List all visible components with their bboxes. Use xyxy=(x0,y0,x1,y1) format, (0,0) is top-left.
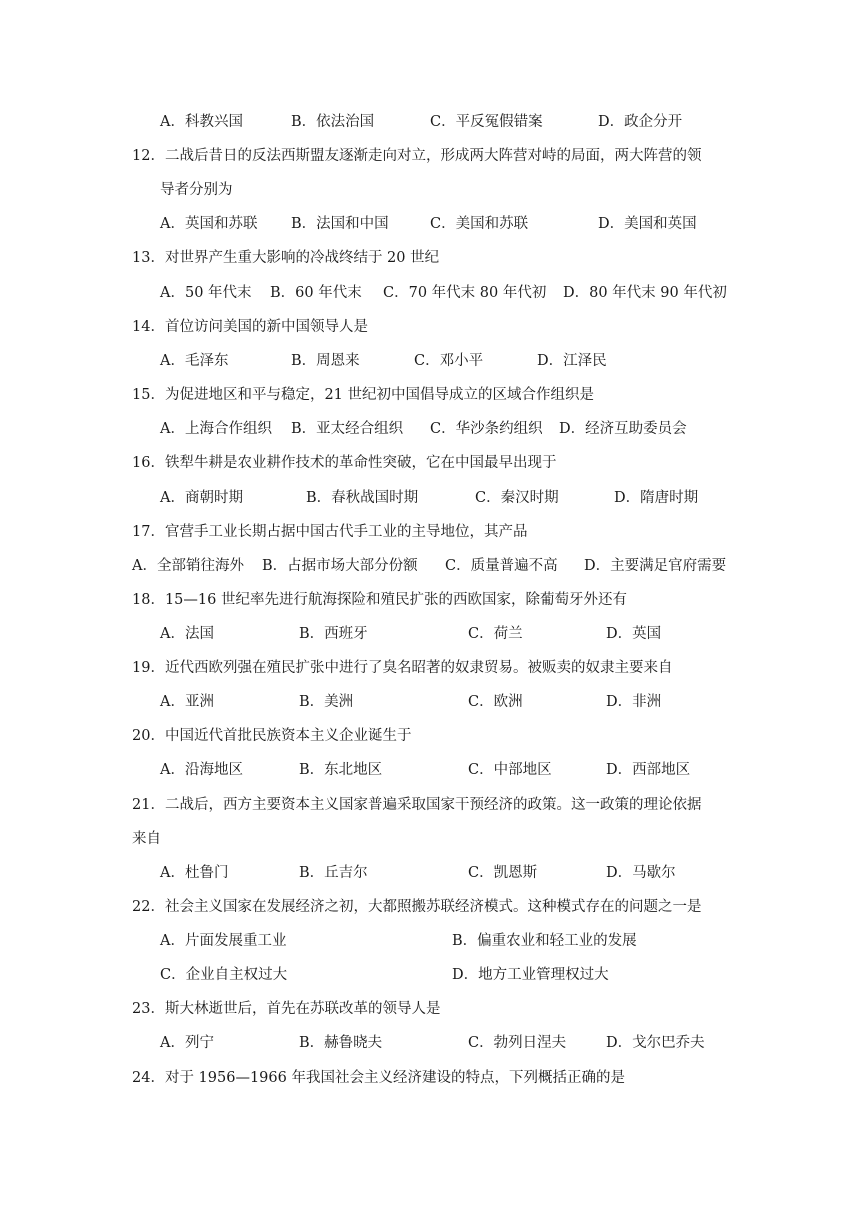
q21-option-c: C．凯恩斯 xyxy=(468,865,538,881)
q11-option-c: C．平反冤假错案 xyxy=(430,114,543,130)
q19-option-c: C．欧洲 xyxy=(468,694,523,710)
q21-option-a: A．杜鲁门 xyxy=(160,865,229,881)
q21-option-d: D．马歇尔 xyxy=(606,865,676,881)
q17-option-a: A．全部销往海外 xyxy=(132,558,244,574)
q23-option-c: C．勃列日涅夫 xyxy=(468,1035,567,1051)
q23-option-d: D．戈尔巴乔夫 xyxy=(606,1035,705,1051)
q23-stem: 23．斯大林逝世后，首先在苏联改革的领导人是 xyxy=(132,1001,441,1017)
q20-option-c: C．中部地区 xyxy=(468,762,552,778)
q15-option-a: A．上海合作组织 xyxy=(160,421,272,437)
q16-option-b: B．春秋战国时期 xyxy=(306,490,419,506)
q21-stem-line2: 来自 xyxy=(132,831,161,847)
q19-option-d: D．非洲 xyxy=(606,694,662,710)
q19-option-b: B．美洲 xyxy=(299,694,354,710)
q23-option-a: A．列宁 xyxy=(160,1035,214,1051)
q12-option-d: D．美国和英国 xyxy=(598,216,697,232)
q15-option-d: D．经济互助委员会 xyxy=(559,421,687,437)
q22-option-a: A．片面发展重工业 xyxy=(160,933,287,949)
q15-option-b: B．亚太经合组织 xyxy=(291,421,404,437)
q14-option-b: B．周恩来 xyxy=(291,353,360,369)
q13-option-a: A．50 年代末 xyxy=(160,285,252,301)
q14-stem: 14．首位访问美国的新中国领导人是 xyxy=(132,319,368,335)
q14-option-c: C．邓小平 xyxy=(414,353,484,369)
q13-option-c: C．70 年代末 80 年代初 xyxy=(383,285,547,301)
q15-option-c: C．华沙条约组织 xyxy=(430,421,543,437)
q17-option-c: C．质量普遍不高 xyxy=(445,558,558,574)
q11-option-a: A．科教兴国 xyxy=(160,114,243,130)
q12-stem-line2: 导者分别为 xyxy=(160,182,233,198)
q20-stem: 20．中国近代首批民族资本主义企业诞生于 xyxy=(132,728,412,744)
q14-option-a: A．毛泽东 xyxy=(160,353,229,369)
q11-option-b: B．依法治国 xyxy=(291,114,375,130)
q15-stem: 15．为促进地区和平与稳定，21 世纪初中国倡导成立的区域合作组织是 xyxy=(132,387,595,403)
q24-stem: 24．对于 1956—1966 年我国社会主义经济建设的特点，下列概括正确的是 xyxy=(132,1070,625,1086)
q20-option-b: B．东北地区 xyxy=(299,762,383,778)
q13-option-d: D．80 年代末 90 年代初 xyxy=(563,285,727,301)
q19-option-a: A．亚洲 xyxy=(160,694,214,710)
q21-stem-line1: 21．二战后，西方主要资本主义国家普遍采取国家干预经济的政策。这一政策的理论依据 xyxy=(132,797,702,813)
q20-option-a: A．沿海地区 xyxy=(160,762,243,778)
q18-option-b: B．西班牙 xyxy=(299,626,368,642)
q12-option-b: B．法国和中国 xyxy=(291,216,389,232)
q16-option-d: D．隋唐时期 xyxy=(614,490,699,506)
q16-option-c: C．秦汉时期 xyxy=(475,490,559,506)
q22-option-d: D．地方工业管理权过大 xyxy=(452,967,609,983)
q22-stem: 22．社会主义国家在发展经济之初，大都照搬苏联经济模式。这种模式存在的问题之一是 xyxy=(132,899,702,915)
q17-stem: 17．官营手工业长期占据中国古代手工业的主导地位，其产品 xyxy=(132,524,528,540)
q16-stem: 16．铁犁牛耕是农业耕作技术的革命性突破，它在中国最早出现于 xyxy=(132,455,557,471)
q18-option-c: C．荷兰 xyxy=(468,626,523,642)
q18-option-d: D．英国 xyxy=(606,626,662,642)
q17-option-d: D．主要满足官府需要 xyxy=(584,558,727,574)
q16-option-a: A．商朝时期 xyxy=(160,490,243,506)
q20-option-d: D．西部地区 xyxy=(606,762,691,778)
q17-option-b: B．占据市场大部分份额 xyxy=(262,558,418,574)
q23-option-b: B．赫鲁晓夫 xyxy=(299,1035,383,1051)
q13-option-b: B．60 年代末 xyxy=(270,285,362,301)
q13-stem: 13．对世界产生重大影响的冷战终结于 20 世纪 xyxy=(132,250,440,266)
q19-stem: 19．近代西欧列强在殖民扩张中进行了臭名昭著的奴隶贸易。被贩卖的奴隶主要来自 xyxy=(132,660,673,676)
q22-option-c: C．企业自主权过大 xyxy=(160,967,288,983)
q12-stem-line1: 12．二战后昔日的反法西斯盟友逐渐走向对立，形成两大阵营对峙的局面，两大阵营的领 xyxy=(132,148,702,164)
q21-option-b: B．丘吉尔 xyxy=(299,865,368,881)
q11-option-d: D．政企分开 xyxy=(598,114,683,130)
q12-option-c: C．美国和苏联 xyxy=(430,216,529,232)
q18-stem: 18．15—16 世纪率先进行航海探险和殖民扩张的西欧国家，除葡萄牙外还有 xyxy=(132,592,627,608)
q14-option-d: D．江泽民 xyxy=(537,353,607,369)
q18-option-a: A．法国 xyxy=(160,626,214,642)
q22-option-b: B．偏重农业和轻工业的发展 xyxy=(452,933,637,949)
q12-option-a: A．英国和苏联 xyxy=(160,216,258,232)
